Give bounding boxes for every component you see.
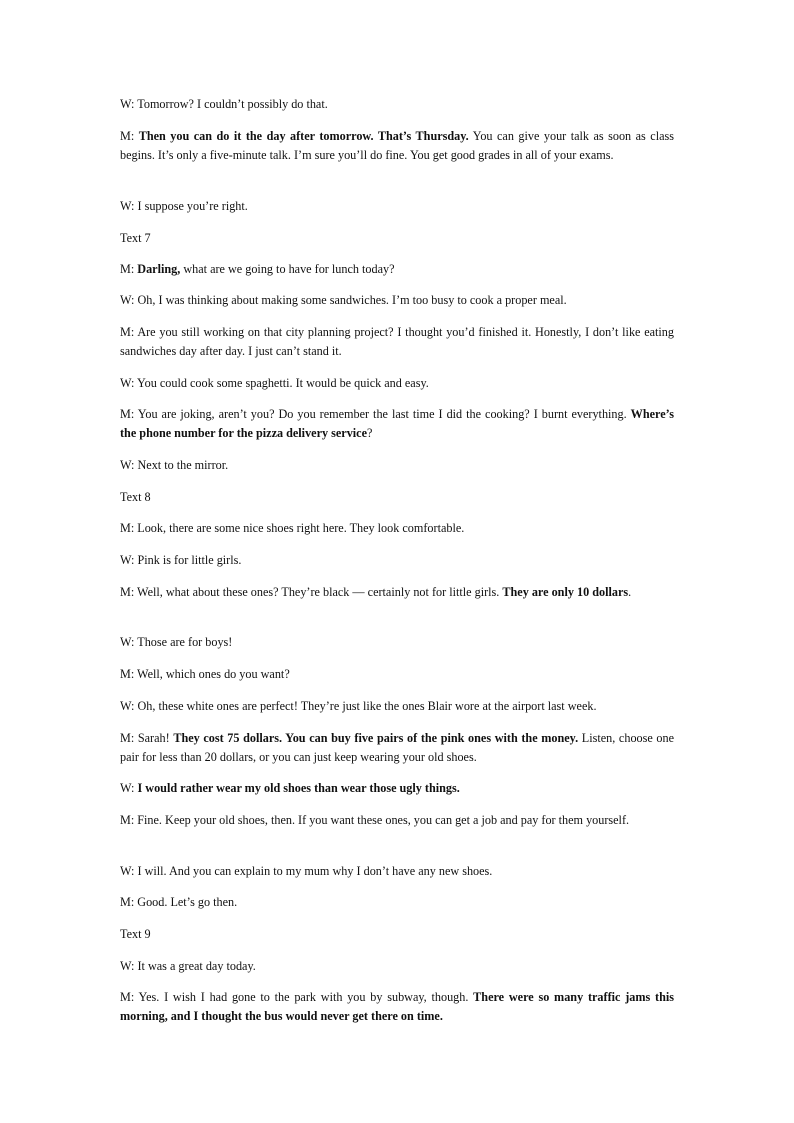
bold-run: There were so many traffic jams this morning, and I thought the bus would never get there on time. — [120, 990, 674, 1023]
paragraph — [120, 127, 674, 165]
text-run: Listen, choose one pair for less than 20 dollars, or you can just keep wearing your old shoes. — [120, 731, 675, 764]
paragraph — [120, 957, 674, 976]
text-run: ? — [367, 426, 373, 440]
text-run: W: Oh, I was thinking about making some sandwiches. I’m too busy to cook a proper meal. — [120, 293, 567, 307]
text-run: M: Good. Let’s go then. — [120, 895, 238, 909]
bold-run: Where’s the phone number for the pizza delivery service — [120, 407, 674, 440]
paragraph — [120, 374, 674, 393]
paragraph — [120, 893, 674, 912]
text-run: M: You are joking, aren’t you? Do you remember the last time I did the cooking? I burnt everything. — [120, 407, 631, 421]
paragraph — [120, 291, 674, 310]
paragraph — [120, 779, 674, 798]
text-run: Text 9 — [120, 927, 151, 941]
section-heading — [120, 925, 674, 944]
paragraph — [120, 260, 674, 279]
text-run: W: I suppose you’re right. — [120, 199, 248, 213]
paragraph — [120, 729, 674, 767]
text-run: M: Well, what about these ones? They’re black — certainly not for little girls. — [120, 585, 503, 599]
text-run: what are we going to have for lunch today? — [180, 262, 395, 276]
bold-run: Darling, — [137, 262, 181, 276]
bold-run: I would rather wear my old shoes than wear those ugly things. — [137, 781, 460, 795]
paragraph — [120, 697, 674, 716]
paragraph — [120, 633, 674, 652]
text-run: M: Look, there are some nice shoes right here. They look comfortable. — [120, 521, 465, 535]
paragraph — [120, 583, 674, 602]
text-run: M: Fine. Keep your old shoes, then. If you want these ones, you can get a job and pay for them yourself. — [120, 813, 630, 827]
paragraph — [120, 665, 674, 684]
text-run: M: Are you still working on that city planning project? I thought you’d finished it. Honestly, I don’t like eating sandwiches day after day. I just can’t stand it. — [120, 325, 674, 358]
paragraph — [120, 456, 674, 475]
text-run: W: Those are for boys! — [120, 635, 233, 649]
paragraph — [120, 95, 674, 114]
text-run: W: — [120, 781, 138, 795]
bold-run: They are only 10 dollars — [502, 585, 629, 599]
text-run: W: It was a great day today. — [120, 959, 256, 973]
text-run: Text 8 — [120, 490, 151, 504]
paragraph — [120, 323, 674, 361]
text-run: M: — [120, 129, 139, 143]
paragraph — [120, 811, 674, 830]
bold-run: They cost 75 dollars. You can buy five pairs of the pink ones with the money. — [173, 731, 579, 745]
paragraph — [120, 197, 674, 216]
paragraph — [120, 405, 674, 443]
bold-run: Then you can do it the day after tomorrow. That’s Thursday. — [138, 129, 469, 143]
text-run: W: Pink is for little girls. — [120, 553, 242, 567]
text-run: M: Well, which ones do you want? — [120, 667, 290, 681]
text-run: M: Sarah! — [120, 731, 174, 745]
text-run: Text 7 — [120, 231, 151, 245]
text-run: M: — [120, 262, 138, 276]
section-heading — [120, 488, 674, 507]
text-run: W: I will. And you can explain to my mum why I don’t have any new shoes. — [120, 864, 493, 878]
text-run: W: Next to the mirror. — [120, 458, 229, 472]
text-run: You can give your talk as soon as class begins. It’s only a five-minute talk. I’m sure you’ll do fine. You get good grades in all of your exams. — [120, 129, 674, 162]
paragraph — [120, 862, 674, 881]
text-run: M: Yes. I wish I had gone to the park with you by subway, though. — [120, 990, 474, 1004]
text-run: W: You could cook some spaghetti. It would be quick and easy. — [120, 376, 429, 390]
paragraph — [120, 551, 674, 570]
text-run: . — [628, 585, 632, 599]
section-heading — [120, 229, 674, 248]
paragraph — [120, 988, 674, 1026]
paragraph — [120, 519, 674, 538]
text-run: W: Tomorrow? I couldn’t possibly do that. — [120, 97, 328, 111]
text-run: W: Oh, these white ones are perfect! They’re just like the ones Blair wore at the airport last week. — [120, 699, 597, 713]
